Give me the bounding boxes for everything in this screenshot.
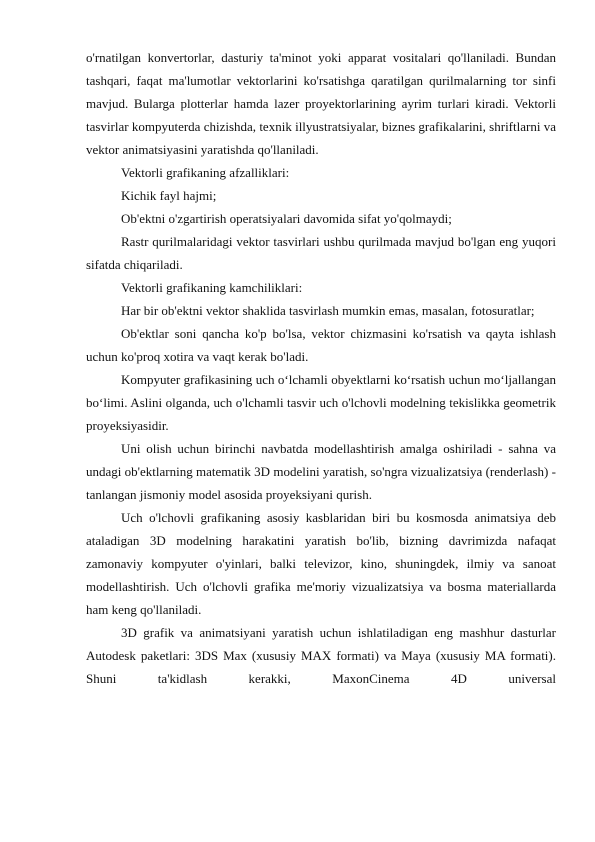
paragraph: o'rnatilgan konvertorlar, dasturiy ta'minot yoki apparat vositalari qo'llaniladi. Bundan tashqari, faqat ma'lumotlar vektorlarini ko'rsatishga qaratilgan qurilmalarning tor sinfi mavjud. Bularga plotterlar hamda lazer proyektorlarining ayrim turlari kiradi. Vektorli tasvirlar kompyuterda chizishda, texnik illyustratsiyalar, biznes grafikalarini, shriftlarni va vektor animatsiyasini yaratishda qo'llaniladi. bbox=[86, 50, 556, 157]
paragraph: Vektorli grafikaning kamchiliklari: bbox=[121, 280, 303, 295]
paragraph: Rastr qurilmalaridagi vektor tasvirlari ushbu qurilmada mavjud bo'lgan eng yuqori sifatda chiqariladi. bbox=[86, 234, 556, 272]
paragraph: Uni olish uchun birinchi navbatda modellashtirish amalga oshiriladi - sahna va undagi ob'ektlarning matematik 3D modelini yaratish, so'ngra vizualizatsiya (renderlash) - tanlangan jismoniy model asosida proyeksiyani qurish. bbox=[86, 441, 556, 502]
paragraph: Uch o'lchovli grafikaning asosiy kasblaridan biri bu kosmosda animatsiya deb ataladigan 3D modelning harakatini yaratish bo'lib, bizning davrimizda nafaqat zamonaviy kompyuter o'yinlari, balki televizor, kino, shuningdek, ilmiy va sanoat modellashtirish. Uch o'lchovli grafika me'moriy vizualizatsiya va bosma materiallarda ham keng qo'llaniladi. bbox=[86, 510, 556, 617]
document-body bbox=[86, 46, 556, 690]
paragraph: Har bir ob'ektni vektor shaklida tasvirlash mumkin emas, masalan, fotosuratlar; bbox=[121, 303, 535, 318]
paragraph: Ob'ektni o'zgartirish operatsiyalari davomida sifat yo'qolmaydi; bbox=[121, 211, 452, 226]
paragraph: Kompyuter grafikasining uch o‘lchamli obyektlarni ko‘rsatish uchun mo‘ljallangan bo‘limi. Aslini olganda, uch o'lchamli tasvir uch o'lchovli modelning tekislikka geometrik proyeksiyasidir. bbox=[86, 372, 556, 433]
paragraph: Vektorli grafikaning afzalliklari: bbox=[121, 165, 290, 180]
paragraph: Kichik fayl hajmi; bbox=[121, 188, 217, 203]
paragraph: Ob'ektlar soni qancha ko'p bo'lsa, vektor chizmasini ko'rsatish va qayta ishlash uchun ko'proq xotira va vaqt kerak bo'ladi. bbox=[86, 326, 556, 364]
paragraph: 3D grafik va animatsiyani yaratish uchun ishlatiladigan eng mashhur dasturlar Autodesk paketlari: 3DS Max (xususiy MAX formati) va Maya (xususiy MA formati). Shuni ta'kidlash kerakki, MaxonCinema 4D universal bbox=[86, 625, 556, 686]
